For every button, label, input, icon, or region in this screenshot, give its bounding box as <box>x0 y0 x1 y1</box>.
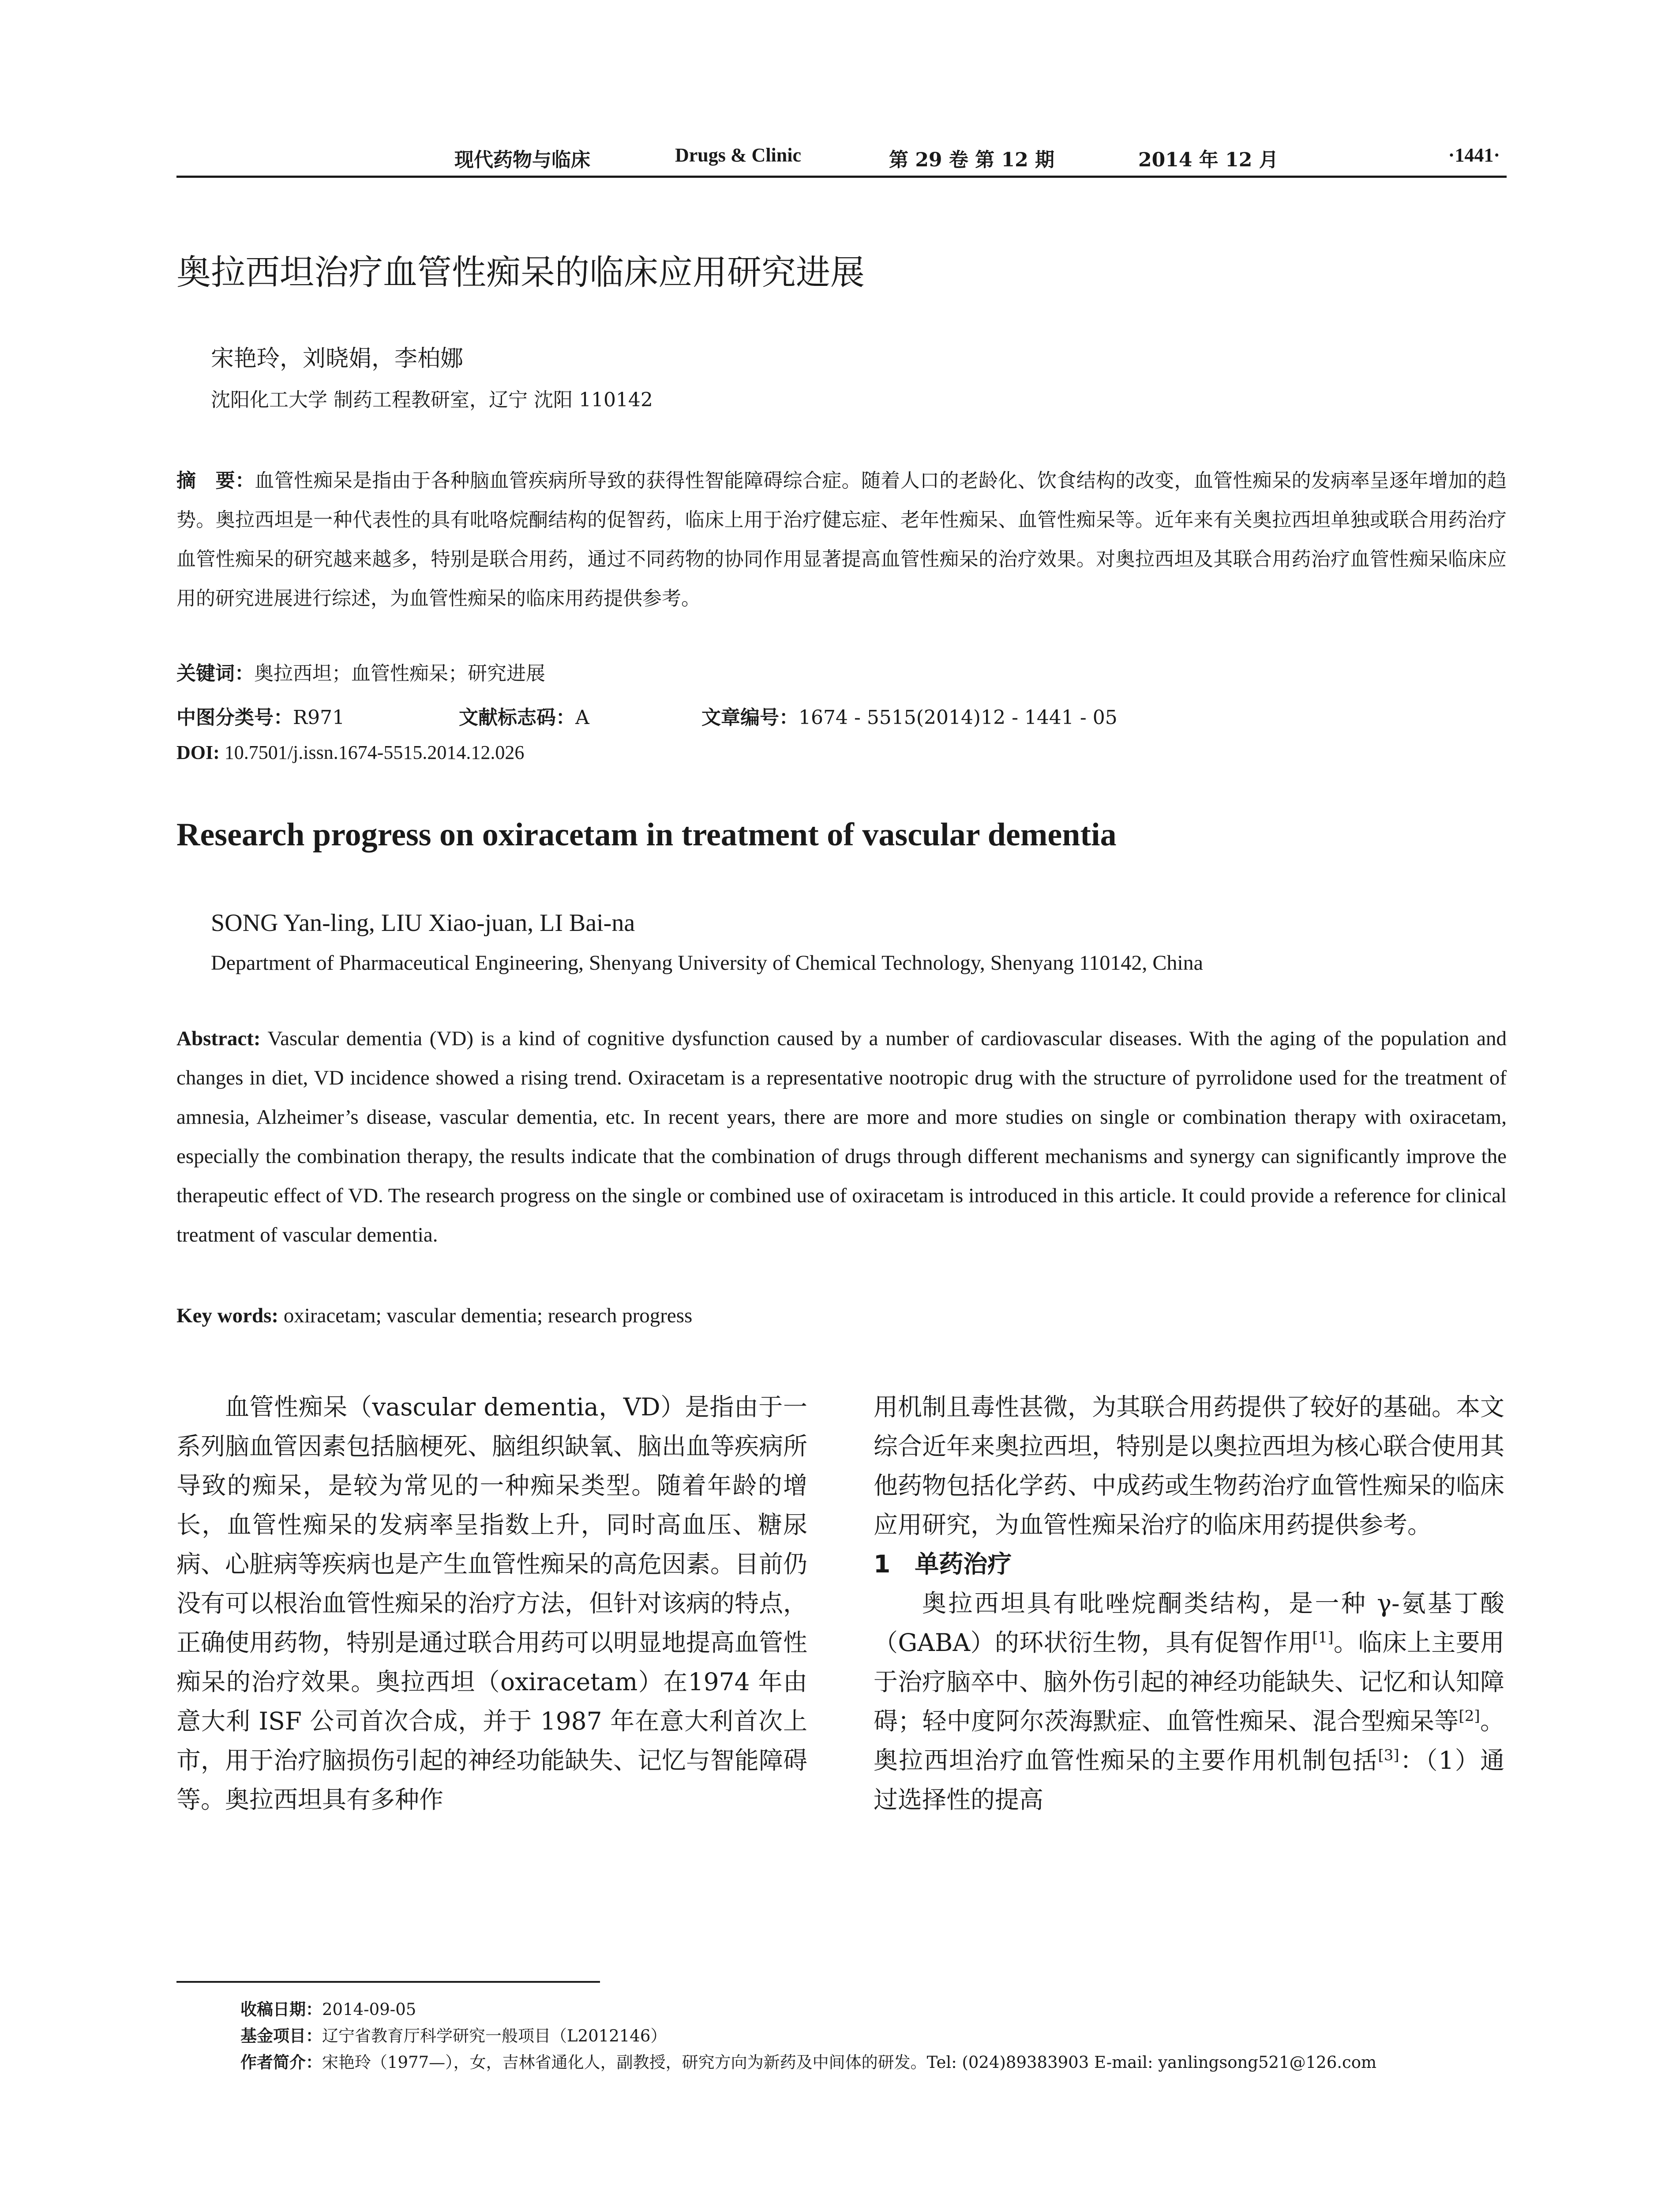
fund-label: 基金项目： <box>240 2026 322 2045</box>
doc-code-label: 文献标志码： <box>459 706 575 729</box>
affiliation-cn: 沈阳化工大学 制药工程教研室，辽宁 沈阳 110142 <box>211 389 653 411</box>
keywords-label-en: Key words: <box>176 1304 279 1327</box>
footnote-divider <box>176 1981 600 1983</box>
journal-name-cn: 现代药物与临床 <box>454 149 590 171</box>
keywords-text-en: oxiracetam; vascular dementia; research progress <box>278 1304 693 1327</box>
running-header <box>176 140 1507 178</box>
doc-code-field <box>459 702 589 730</box>
fund-value: 辽宁省教育厅科学研究一般项目（L2012146） <box>322 2026 667 2045</box>
received-label: 收稿日期： <box>240 2000 322 2019</box>
authors-en: SONG Yan-ling, LIU Xiao-juan, LI Bai-na <box>211 909 635 937</box>
footnote-received <box>240 1996 1511 2023</box>
authors-cn: 宋艳玲，刘晓娟，李柏娜 <box>211 345 464 372</box>
body-text: 。临床上主要用于治疗脑卒中、脑外伤引起的神经功能缺失、记忆和认知障碍；轻中度阿尔茨海默症、血管性痴呆、混合型痴呆等 <box>874 1628 1505 1735</box>
citation-ref[interactable]: [2] <box>1459 1707 1480 1725</box>
abstract-text-cn: 血管性痴呆是指由于各种脑血管疾病所导致的获得性智能障碍综合症。随着人口的老龄化、饮食结构的改变，血管性痴呆的发病率呈逐年增加的趋势。奥拉西坦是一种代表性的具有吡咯烷酮结构的促智药，临床上用于治疗健忘症、老年性痴呆、血管性痴呆等。近年来有关奥拉西坦单独或联合用药治疗血管性痴呆的研究越来越多，特别是联合用药，通过不同药物的协同作用显著提高血管性痴呆的治疗效果。对奥拉西坦及其联合用药治疗血管性痴呆临床应用的研究进展进行综述，为血管性痴呆的临床用药提供参考。 <box>176 469 1507 610</box>
article-title-en: Research progress on oxiracetam in treatment of vascular dementia <box>176 817 1117 853</box>
body-text: 奥拉西坦具有吡唑烷酮类结构，是一种 γ-氨基丁酸（GABA）的环状衍生物，具有促智作用 <box>874 1589 1504 1657</box>
clc-field <box>176 702 345 730</box>
citation-ref[interactable]: [3] <box>1378 1746 1399 1764</box>
body-text: ：（1）通过选择性的提高 <box>874 1746 1504 1814</box>
abstract-text-en: Vascular dementia (VD) is a kind of cognitive dysfunction caused by a number of cardiovascular diseases. With the aging of the population and changes in diet, VD incidence showed a rising trend. Oxiracetam is a representative nootropic drug with the structure of pyrrolidone used for the treatment of amnesia, Alzheimer’s disease, vascular dementia, etc. In recent years, there are more and more studies on single or combination therapy with oxiracetam, especially the combination therapy, the results indicate that the combination of drugs through different mechanisms and synergy can significantly improve the therapeutic effect of VD. The research progress on the single or combined use of oxiracetam is introduced in this article. It could provide a reference for clinical treatment of vascular dementia. <box>176 1027 1507 1246</box>
footnote-author <box>240 2049 1511 2076</box>
article-title-cn: 奥拉西坦治疗血管性痴呆的临床应用研究进展 <box>176 253 865 293</box>
abstract-label-en: Abstract: <box>176 1027 261 1050</box>
abstract-en <box>176 1019 1507 1255</box>
footnotes <box>240 1996 1511 2076</box>
body-paragraph-continued: 用机制且毒性甚微，为其联合用药提供了较好的基础。本文综合近年来奥拉西坦，特别是以奥拉西坦为核心联合使用其他药物包括化学药、中成药或生物药治疗血管性痴呆的临床应用研究，为血管性痴呆治疗的临床用药提供参考。 <box>874 1393 1505 1539</box>
citation-ref[interactable]: [1] <box>1312 1628 1334 1647</box>
doc-code-value: A <box>575 706 589 729</box>
author-value: 宋艳玲（1977—），女，吉林省通化人，副教授，研究方向为新药及中间体的研发。Tel: (024)89383903 E-mail: yanlingsong521@126.com <box>322 2053 1377 2072</box>
body-column-left <box>176 1388 807 1820</box>
doi-line <box>176 741 524 764</box>
keywords-label-cn: 关键词： <box>176 662 254 685</box>
keywords-cn <box>176 657 545 686</box>
clc-label: 中图分类号： <box>176 706 293 729</box>
doi-label: DOI: <box>176 742 220 763</box>
received-value: 2014-09-05 <box>322 2000 416 2019</box>
article-no-field <box>701 702 1118 730</box>
page-number: ·1441· <box>1448 144 1500 166</box>
body-text: 。奥拉西坦治疗血管性痴呆的主要作用机制包括 <box>874 1707 1504 1775</box>
author-label: 作者简介： <box>240 2053 322 2072</box>
keywords-text-cn: 奥拉西坦；血管性痴呆；研究进展 <box>254 662 545 685</box>
keywords-en <box>176 1304 692 1328</box>
clc-value: R971 <box>293 706 345 729</box>
article-no-value: 1674 - 5515(2014)12 - 1441 - 05 <box>799 706 1118 729</box>
volume-issue: 第 29 卷 第 12 期 <box>889 149 1055 171</box>
body-paragraph <box>874 1584 1504 1820</box>
issue-date: 2014 年 12 月 <box>1138 149 1279 171</box>
body-column-right <box>874 1388 1504 1820</box>
abstract-label-cn: 摘 要： <box>176 469 255 492</box>
body-paragraph: 血管性痴呆（vascular dementia，VD）是指由于一系列脑血管因素包括脑梗死、脑组织缺氧、脑出血等疾病所导致的痴呆，是较为常见的一种痴呆类型。随着年龄的增长，血管性痴呆的发病率呈指数上升，同时高血压、糖尿病、心脏病等疾病也是产生血管性痴呆的高危因素。目前仍没有可以根治血管性痴呆的治疗方法，但针对该病的特点，正确使用药物，特别是通过联合用药可以明显地提高血管性痴呆的治疗效果。奥拉西坦（oxiracetam）在1974 年由意大利 ISF 公司首次合成，并于 1987 年在意大利首次上市，用于治疗脑损伤引起的神经功能缺失、记忆与智能障碍等。奥拉西坦具有多种作 <box>176 1393 808 1814</box>
footnote-fund <box>240 2023 1511 2049</box>
section-heading: 1 单药治疗 <box>874 1550 1012 1578</box>
abstract-cn <box>176 461 1507 618</box>
journal-name-en: Drugs & Clinic <box>675 144 801 166</box>
affiliation-en: Department of Pharmaceutical Engineering, Shenyang University of Chemical Technology, Shenyang 110142, China <box>211 951 1203 975</box>
doi-value: 10.7501/j.issn.1674-5515.2014.12.026 <box>219 742 525 763</box>
article-no-label: 文章编号： <box>701 706 799 729</box>
